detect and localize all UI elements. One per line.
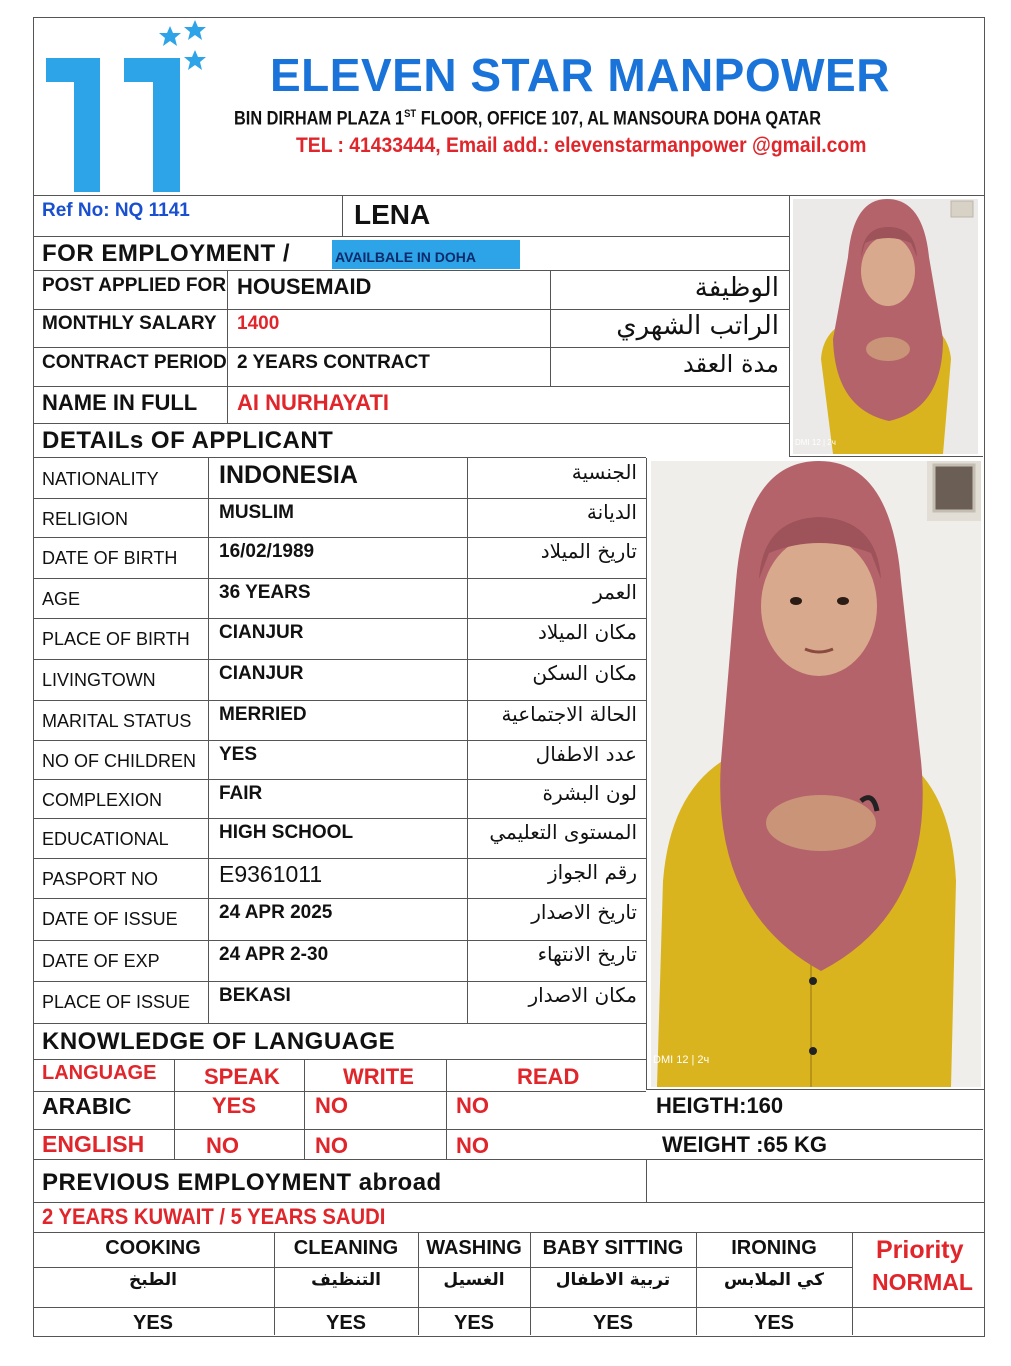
- lang-arabic-write: NO: [315, 1093, 348, 1118]
- detail-value: YES: [219, 744, 258, 765]
- detail-value: 16/02/1989: [219, 541, 315, 562]
- photo-watermark-small: DMI 12 | 2ч: [795, 438, 836, 447]
- full-name-label: NAME IN FULL: [42, 390, 198, 415]
- skill-name: COOKING: [105, 1237, 201, 1259]
- detail-value: 24 APR 2025: [219, 902, 333, 923]
- lang-english-speak: NO: [206, 1133, 239, 1158]
- detail-value: FAIR: [219, 783, 263, 804]
- skill-value: YES: [132, 1312, 174, 1334]
- skill-value: YES: [453, 1312, 495, 1334]
- logo-one-left: [46, 58, 100, 192]
- detail-label: DATE OF ISSUE: [42, 909, 178, 929]
- detail-label: PLACE OF ISSUE: [42, 992, 191, 1012]
- applicant-photo-large: [651, 461, 981, 1087]
- job-value-contract: 2 YEARS CONTRACT: [237, 352, 430, 373]
- detail-label: NO OF CHILDREN: [42, 751, 197, 771]
- company-logo: [40, 20, 220, 192]
- job-label-salary: MONTHLY SALARY: [42, 313, 217, 334]
- star-icon: [184, 20, 206, 40]
- lang-arabic-speak: YES: [212, 1093, 257, 1118]
- priority-value: NORMAL: [872, 1269, 973, 1295]
- detail-label: EDUCATIONAL: [42, 829, 169, 849]
- employment-label: FOR EMPLOYMENT /: [42, 240, 290, 267]
- detail-label: RELIGION: [42, 509, 129, 529]
- skill-name-arabic: كي الملابس: [724, 1270, 824, 1290]
- detail-value: E9361011: [219, 861, 323, 887]
- lang-header-read: READ: [517, 1064, 580, 1089]
- detail-arabic: الجنسية: [571, 460, 637, 484]
- detail-arabic: تاريخ الميلاد: [540, 539, 637, 563]
- detail-label: DATE OF BIRTH: [42, 548, 178, 568]
- height-value: HEIGTH:160: [656, 1093, 784, 1118]
- skill-name-arabic: الغسيل: [443, 1270, 505, 1290]
- detail-value: BEKASI: [219, 985, 291, 1006]
- skill-name: WASHING: [426, 1237, 522, 1259]
- lang-english-write: NO: [315, 1133, 348, 1158]
- detail-label: MARITAL STATUS: [42, 711, 192, 731]
- company-address: BIN DIRHAM PLAZA 1ST FLOOR, OFFICE 107, AL MANSOURA DOHA QATAR: [234, 108, 822, 130]
- detail-value: INDONESIA: [219, 461, 358, 489]
- company-contact: TEL : 41433444, Email add.: elevenstarmanpower @gmail.com: [296, 134, 867, 157]
- ref-number: Ref No: NQ 1141: [42, 200, 190, 221]
- lang-arabic-read: NO: [456, 1093, 489, 1118]
- detail-arabic: عدد الاطفال: [535, 742, 637, 766]
- detail-arabic: رقم الجواز: [548, 860, 637, 884]
- detail-arabic: لون البشرة: [542, 781, 637, 805]
- detail-label: NATIONALITY: [42, 469, 159, 489]
- detail-arabic: العمر: [593, 580, 637, 604]
- details-heading: DETAILs OF APPLICANT: [42, 427, 334, 454]
- job-arabic-contract: مدة العقد: [683, 350, 779, 378]
- detail-arabic: مكان السكن: [532, 661, 637, 685]
- lang-english-read: NO: [456, 1133, 489, 1158]
- detail-label: LIVINGTOWN: [42, 670, 156, 690]
- job-arabic-post: الوظيفة: [694, 273, 779, 303]
- detail-value: HIGH SCHOOL: [219, 822, 354, 843]
- detail-value: MUSLIM: [219, 502, 294, 523]
- detail-label: AGE: [42, 589, 81, 609]
- job-label-post: POST APPLIED FOR: [42, 275, 227, 296]
- availability-text: AVAILBALE IN DOHA: [335, 249, 477, 265]
- job-label-contract: CONTRACT PERIOD: [42, 352, 227, 373]
- job-value-post: HOUSEMAID: [237, 274, 372, 299]
- weight-value: WEIGHT :65 KG: [662, 1132, 828, 1157]
- company-name: ELEVEN STAR MANPOWER: [270, 49, 890, 101]
- applicant-photo-small: [793, 199, 978, 454]
- detail-arabic: تاريخ الاصدار: [531, 900, 637, 924]
- skill-name: CLEANING: [293, 1237, 399, 1259]
- skill-name-arabic: الطبخ: [129, 1270, 177, 1290]
- star-icon: [159, 26, 181, 46]
- priority-label: Priority: [876, 1236, 964, 1264]
- job-arabic-salary: الراتب الشهري: [616, 311, 779, 341]
- photo-watermark-large: DMI 12 | 2ч: [653, 1054, 710, 1066]
- detail-label: DATE OF EXP: [42, 951, 160, 971]
- detail-value: MERRIED: [219, 704, 307, 725]
- short-name: LENA: [354, 199, 431, 230]
- star-icon: [184, 50, 206, 70]
- skill-name: BABY SITTING: [542, 1237, 684, 1259]
- job-value-salary: 1400: [237, 313, 280, 334]
- detail-value: CIANJUR: [219, 663, 304, 684]
- detail-value: CIANJUR: [219, 622, 304, 643]
- detail-label: PASPORT NO: [42, 869, 159, 889]
- detail-arabic: المستوى التعليمي: [489, 820, 637, 844]
- skill-value: YES: [325, 1312, 367, 1334]
- detail-arabic: تاريخ الانتهاء: [537, 942, 637, 966]
- lang-row-arabic: ARABIC: [42, 1093, 132, 1119]
- skill-name-arabic: التنظيف: [311, 1270, 381, 1290]
- skill-name: IRONING: [731, 1237, 817, 1259]
- lang-row-english: ENGLISH: [42, 1131, 145, 1157]
- detail-arabic: الحالة الاجتماعية: [501, 702, 637, 726]
- skill-value: YES: [753, 1312, 795, 1334]
- logo-one-right: [124, 58, 180, 192]
- skill-name-arabic: تربية الاطفال: [555, 1270, 671, 1290]
- detail-value: 36 YEARS: [219, 582, 311, 603]
- detail-arabic: الديانة: [586, 500, 637, 524]
- language-heading: KNOWLEDGE OF LANGUAGE: [42, 1028, 396, 1055]
- detail-value: 24 APR 2-30: [219, 944, 329, 965]
- detail-arabic: مكان الميلاد: [538, 620, 637, 644]
- detail-label: PLACE OF BIRTH: [42, 629, 190, 649]
- lang-header-language: LANGUAGE: [42, 1062, 157, 1084]
- detail-arabic: مكان الاصدار: [528, 983, 637, 1007]
- previous-value: 2 YEARS KUWAIT / 5 YEARS SAUDI: [42, 1204, 386, 1229]
- skill-value: YES: [592, 1312, 634, 1334]
- lang-header-speak: SPEAK: [204, 1064, 280, 1089]
- full-name-value: AI NURHAYATI: [237, 390, 389, 415]
- previous-heading: PREVIOUS EMPLOYMENT abroad: [42, 1169, 442, 1196]
- lang-header-write: WRITE: [343, 1064, 414, 1089]
- detail-label: COMPLEXION: [42, 790, 163, 810]
